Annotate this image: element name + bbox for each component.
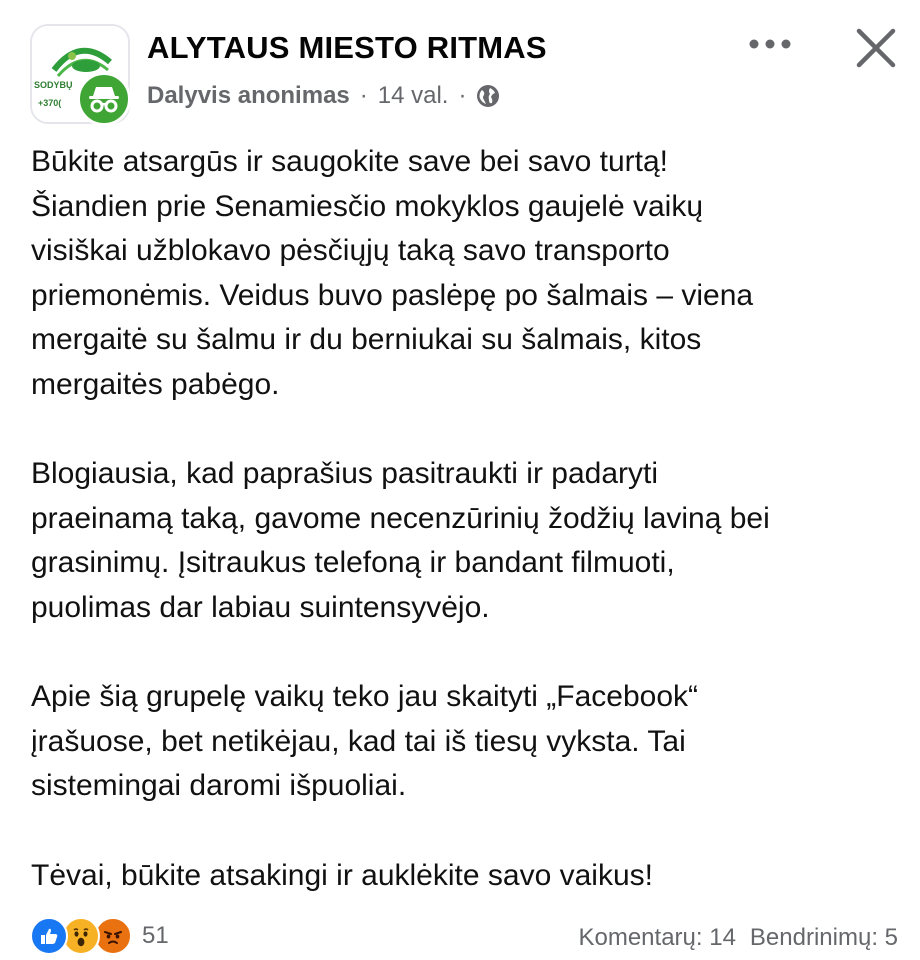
post-paragraph [31, 452, 901, 630]
post-stats [578, 924, 898, 952]
post-line: sistemingai daromi išpuoliai. [31, 769, 407, 803]
more-options-button[interactable] [738, 26, 802, 62]
post-line: grasinimų. Įsitraukus telefoną ir bandant filmuoti, [31, 546, 675, 580]
post-meta [147, 82, 500, 110]
post-line: puolimas dar labiau suintensyvėjo. [31, 590, 490, 624]
post-line: praeinamą taką, gavome necenzūrinių žodžių laviną bei [31, 501, 770, 535]
post-line: Būkite atsargūs ir saugokite save bei savo turtą! [31, 145, 669, 178]
group-logo-text: SODYBŲ [34, 80, 73, 90]
post-line: Šiandien prie Senamiesčio mokyklos gaujelė vaikų [31, 189, 704, 223]
post-line: Apie šią grupelę vaikų teko jau skaityti „Facebook“ [31, 680, 699, 714]
post-line: įrašuose, bet netikėjau, kad tai iš tiesų vyksta. Tai [31, 724, 686, 758]
post-line: mergaitė su šalmu ir du berniukai su šalmais, kitos [31, 323, 702, 357]
group-logo-phone: +370( [38, 98, 62, 108]
post-line: priemonėmis. Veidus buvo paslėpę po šalmais – viena [31, 278, 754, 312]
shares-count[interactable]: Bendrinimų: 5 [749, 924, 898, 951]
meta-separator: · [359, 82, 368, 109]
more-dots-icon [748, 38, 792, 50]
globe-icon [476, 84, 500, 108]
group-name[interactable]: ALYTAUS MIESTO RITMAS [147, 30, 547, 65]
post-paragraph [31, 140, 901, 408]
post-line: Blogiausia, kad paprašius pasitraukti ir padaryti [31, 457, 658, 491]
author-name[interactable]: Dalyvis anonimas [147, 82, 350, 109]
reaction-count[interactable]: 51 [142, 922, 169, 949]
post-line: mergaitės pabėgo. [31, 367, 280, 401]
like-icon [30, 917, 68, 955]
anonymous-avatar[interactable] [77, 72, 131, 126]
incognito-icon [87, 84, 121, 114]
close-button[interactable] [850, 22, 902, 74]
post-paragraph [31, 675, 901, 809]
post-text [31, 140, 901, 943]
close-icon [855, 27, 897, 69]
post-line: Tėvai, būkite atsakingi ir auklėkite savo vaikus! [31, 858, 653, 892]
post-time[interactable]: 14 val. [377, 82, 449, 109]
post-line: visiškai užblokavo pėsčiųjų taką savo transporto [31, 234, 670, 268]
comments-count[interactable]: Komentarų: 14 [578, 924, 736, 951]
meta-separator: · [458, 82, 467, 109]
post-header [0, 0, 920, 130]
reactions-summary[interactable] [30, 916, 169, 956]
post-paragraph [31, 854, 901, 899]
post-footer [0, 912, 920, 960]
